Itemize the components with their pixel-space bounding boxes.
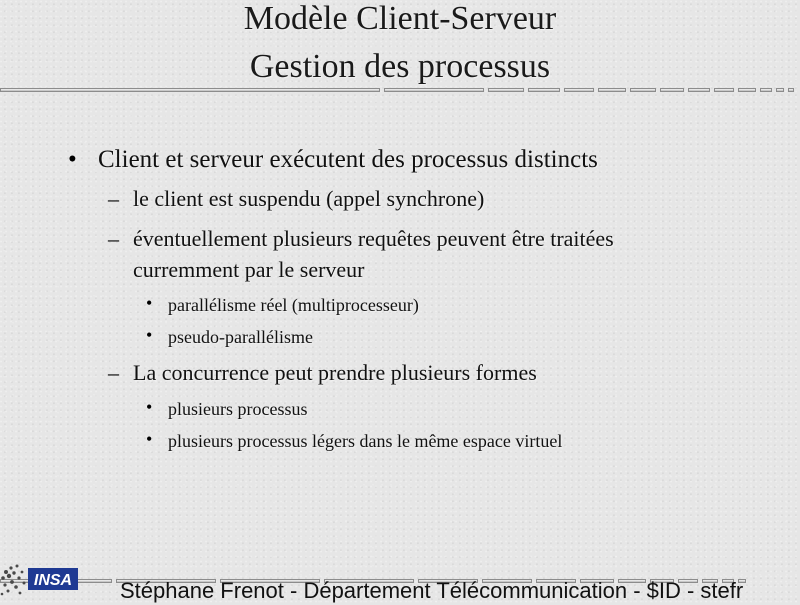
divider-segment xyxy=(384,88,484,92)
bullet-level-3: parallélisme réel (multiprocesseur) xyxy=(168,295,419,315)
divider-segment xyxy=(630,88,656,92)
dash-marker: – xyxy=(108,226,119,251)
divider-segment xyxy=(776,88,784,92)
divider-segment xyxy=(598,88,626,92)
bullet-level-1: Client et serveur exécutent des processus distincts xyxy=(98,146,598,173)
divider-segment xyxy=(760,88,772,92)
bullet-marker: • xyxy=(146,325,153,345)
slide-title xyxy=(0,0,800,84)
divider-segment xyxy=(714,88,734,92)
insa-logo xyxy=(0,558,80,600)
title-line-1: Modèle Client-Serveur xyxy=(243,0,557,37)
title-divider xyxy=(0,86,798,93)
bullet-marker: • xyxy=(68,146,77,173)
bullet-level-2: La concurrence peut prendre plusieurs formes xyxy=(133,360,537,385)
bullet-marker: • xyxy=(146,293,153,313)
bullet-level-3: plusieurs processus légers dans le même espace virtuel xyxy=(168,431,563,451)
logo-text: INSA xyxy=(33,572,73,589)
bullet-marker: • xyxy=(146,429,153,449)
divider-segment xyxy=(688,88,710,92)
insa-logo-icon xyxy=(0,558,80,600)
bullet-level-3: pseudo-parallélisme xyxy=(168,327,313,347)
divider-segment xyxy=(738,88,756,92)
title-line-2: Gestion des processus xyxy=(249,48,551,85)
dash-marker: – xyxy=(108,186,119,211)
divider-segment xyxy=(660,88,684,92)
divider-segment xyxy=(564,88,594,92)
divider-segment xyxy=(0,88,380,92)
bullet-level-2: éventuellement plusieurs requêtes peuvent être traitées xyxy=(133,226,614,251)
bullet-level-2-continuation: curremment par le serveur xyxy=(133,257,365,282)
bullet-marker: • xyxy=(146,397,153,417)
divider-segment xyxy=(528,88,560,92)
bullet-level-3: plusieurs processus xyxy=(168,399,308,419)
bullet-level-2: le client est suspendu (appel synchrone) xyxy=(133,186,485,211)
divider-segment xyxy=(788,88,794,92)
dash-marker: – xyxy=(108,360,119,385)
divider-segment xyxy=(488,88,524,92)
footer-text: Stéphane Frenot - Département Télécommunication - $ID - stefr xyxy=(120,578,744,603)
